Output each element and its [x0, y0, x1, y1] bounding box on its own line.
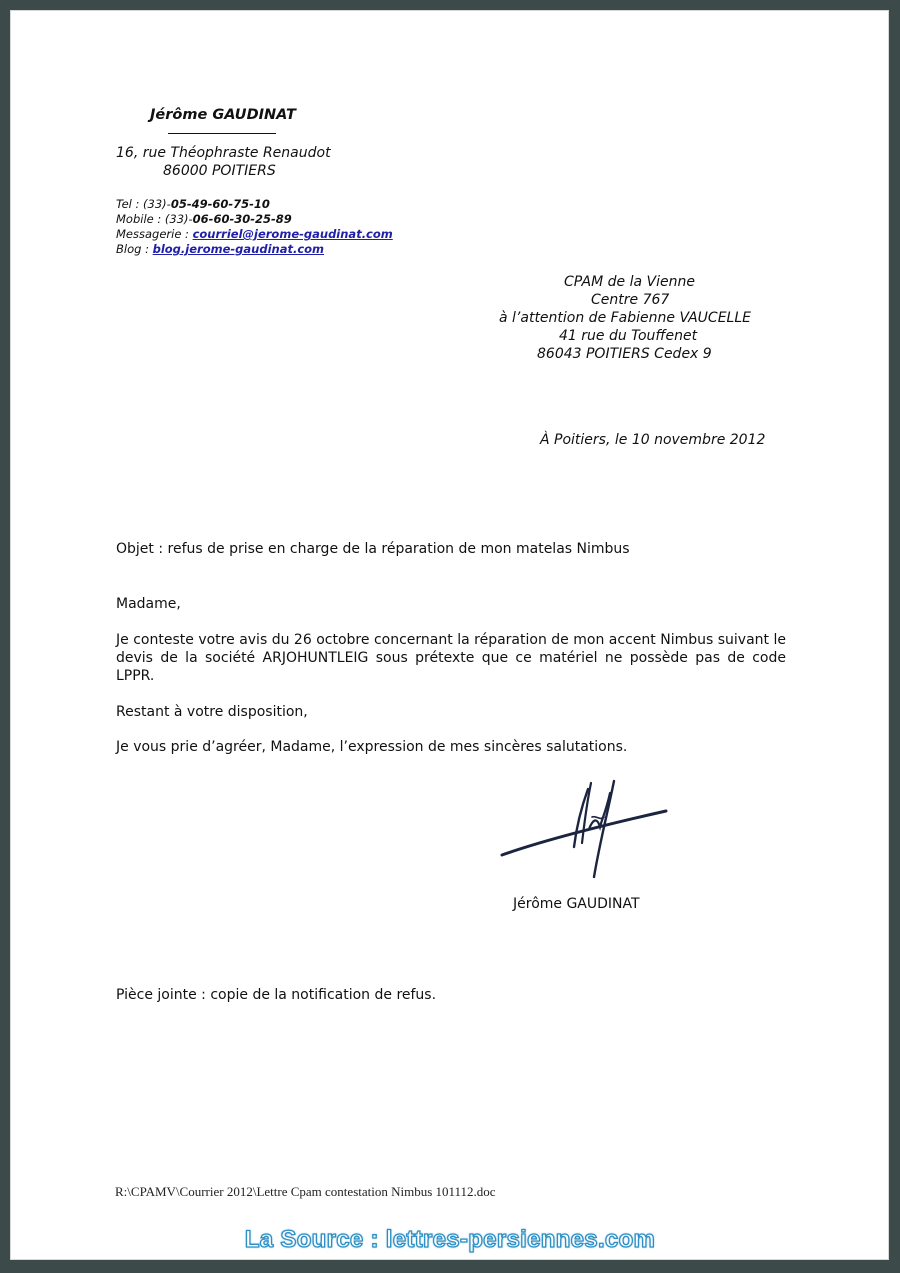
sender-name-underline [168, 133, 276, 134]
document-file-path: R:\CPAMV\Courrier 2012\Lettre Cpam contestation Nimbus 101112.doc [115, 1184, 496, 1199]
mail-label: Messagerie : [116, 227, 193, 241]
attachment-note: Pièce jointe : copie de la notification de refus. [116, 987, 437, 1003]
recipient-line-3: à l’attention de Fabienne VAUCELLE [499, 310, 751, 326]
letter-page [10, 10, 889, 1260]
sender-city: 86000 POITIERS [163, 163, 276, 179]
recipient-line-5: 86043 POITIERS Cedex 9 [537, 346, 712, 362]
sender-street: 16, rue Théophraste Renaudot [116, 145, 331, 161]
mobile-line [116, 212, 393, 227]
mail-link[interactable]: courriel@jerome-gaudinat.com [192, 227, 393, 241]
blog-label: Blog : [116, 242, 153, 256]
blog-line [116, 242, 393, 257]
recipient-line-4: 41 rue du Touffenet [559, 328, 698, 344]
source-watermark: La Source : lettres-persiennes.com [244, 1226, 656, 1253]
recipient-line-2: Centre 767 [591, 292, 670, 308]
letter-body: Je conteste votre avis du 26 octobre concernant la réparation de mon accent Nimbus suivant le devis de la société ARJOHUNTLEIG sous prétexte que ce matériel ne possède pas de code LPPR. [116, 632, 786, 684]
recipient-line-1: CPAM de la Vienne [564, 274, 695, 290]
mobile-label: Mobile : (33)- [116, 212, 193, 226]
sender-contact-block [116, 197, 393, 257]
letter-subject: Objet : refus de prise en charge de la réparation de mon matelas Nimbus [116, 541, 630, 557]
closing-availability: Restant à votre disposition, [116, 704, 308, 720]
tel-value: 05-49-60-75-10 [170, 197, 270, 211]
tel-line [116, 197, 393, 212]
blog-link[interactable]: blog.jerome-gaudinat.com [152, 242, 325, 256]
closing-salutations: Je vous prie d’agréer, Madame, l’expression de mes sincères salutations. [116, 739, 628, 755]
salutation: Madame, [116, 596, 181, 612]
signatory-name: Jérôme GAUDINAT [513, 896, 640, 912]
letter-date: À Poitiers, le 10 novembre 2012 [540, 432, 766, 448]
mobile-value: 06-60-30-25-89 [192, 212, 292, 226]
tel-label: Tel : (33)- [116, 197, 171, 211]
sender-name: Jérôme GAUDINAT [150, 107, 296, 123]
mail-line [116, 227, 393, 242]
handwritten-signature [496, 771, 676, 886]
